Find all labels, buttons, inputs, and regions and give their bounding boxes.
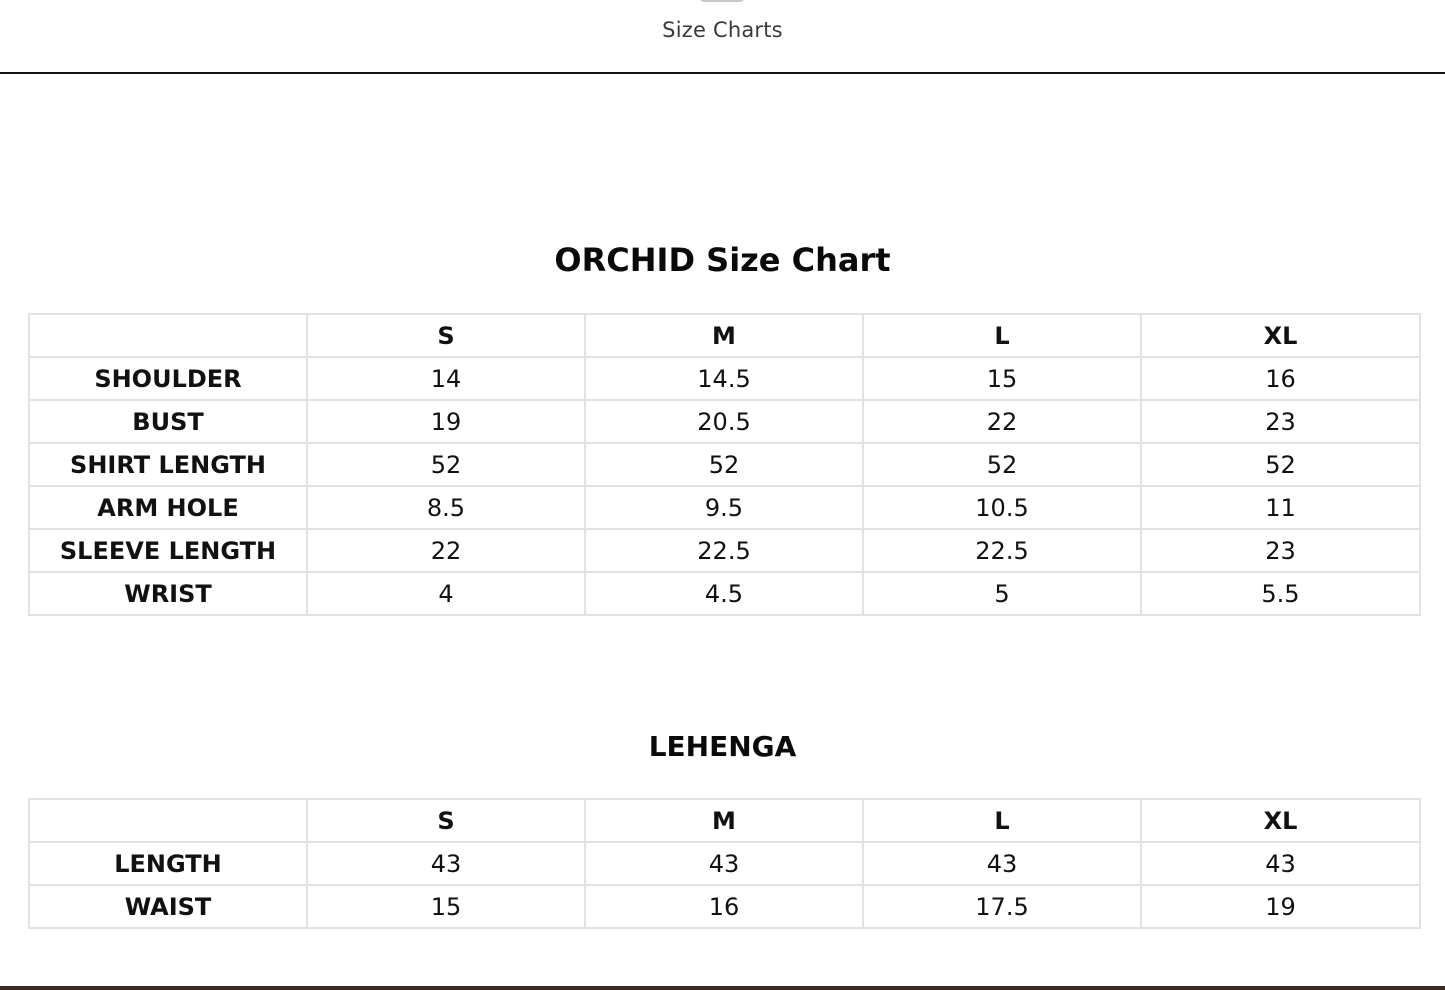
table-header-row xyxy=(29,799,1420,842)
column-header-l: L xyxy=(863,314,1141,357)
column-header-xl: XL xyxy=(1141,314,1420,357)
table-cell: 16 xyxy=(585,885,863,928)
column-header-l: L xyxy=(863,799,1141,842)
modal-title: Size Charts xyxy=(662,18,783,42)
column-header xyxy=(29,314,307,357)
row-label: WAIST xyxy=(29,885,307,928)
row-label: BUST xyxy=(29,400,307,443)
table-cell: 14 xyxy=(307,357,585,400)
table-cell: 52 xyxy=(1141,443,1420,486)
table-row xyxy=(29,572,1420,615)
modal-header xyxy=(0,0,1445,74)
column-header-s: S xyxy=(307,799,585,842)
table-row xyxy=(29,400,1420,443)
row-label: SHOULDER xyxy=(29,357,307,400)
table-cell: 20.5 xyxy=(585,400,863,443)
row-label: ARM HOLE xyxy=(29,486,307,529)
column-header-m: M xyxy=(585,799,863,842)
column-header-s: S xyxy=(307,314,585,357)
table-row xyxy=(29,443,1420,486)
table-cell: 15 xyxy=(307,885,585,928)
table-row xyxy=(29,885,1420,928)
table-cell: 19 xyxy=(1141,885,1420,928)
table-header-row xyxy=(29,314,1420,357)
table-cell: 4 xyxy=(307,572,585,615)
bottom-border xyxy=(0,986,1445,990)
table-cell: 14.5 xyxy=(585,357,863,400)
table-cell: 43 xyxy=(863,842,1141,885)
table-cell: 5.5 xyxy=(1141,572,1420,615)
table-cell: 5 xyxy=(863,572,1141,615)
table-cell: 22.5 xyxy=(585,529,863,572)
table-cell: 4.5 xyxy=(585,572,863,615)
table-cell: 52 xyxy=(585,443,863,486)
column-header-xl: XL xyxy=(1141,799,1420,842)
table-row xyxy=(29,842,1420,885)
table-row xyxy=(29,357,1420,400)
table-row xyxy=(29,486,1420,529)
table-cell: 43 xyxy=(307,842,585,885)
row-label: SLEEVE LENGTH xyxy=(29,529,307,572)
table-cell: 22 xyxy=(307,529,585,572)
table-cell: 52 xyxy=(863,443,1141,486)
table-row xyxy=(29,529,1420,572)
table-cell: 8.5 xyxy=(307,486,585,529)
column-header-m: M xyxy=(585,314,863,357)
orchid-chart-title: ORCHID Size Chart xyxy=(554,241,891,279)
table-cell: 19 xyxy=(307,400,585,443)
table-cell: 23 xyxy=(1141,529,1420,572)
row-label: WRIST xyxy=(29,572,307,615)
row-label: SHIRT LENGTH xyxy=(29,443,307,486)
table-cell: 9.5 xyxy=(585,486,863,529)
table-cell: 16 xyxy=(1141,357,1420,400)
table-cell: 10.5 xyxy=(863,486,1141,529)
table-cell: 22 xyxy=(863,400,1141,443)
lehenga-chart-title: LEHENGA xyxy=(648,730,797,763)
column-header xyxy=(29,799,307,842)
lehenga-size-table xyxy=(28,798,1421,929)
table-cell: 52 xyxy=(307,443,585,486)
table-cell: 23 xyxy=(1141,400,1420,443)
row-label: LENGTH xyxy=(29,842,307,885)
orchid-size-table xyxy=(28,313,1421,616)
table-cell: 22.5 xyxy=(863,529,1141,572)
table-cell: 43 xyxy=(585,842,863,885)
table-cell: 15 xyxy=(863,357,1141,400)
table-cell: 17.5 xyxy=(863,885,1141,928)
table-cell: 43 xyxy=(1141,842,1420,885)
table-cell: 11 xyxy=(1141,486,1420,529)
drag-handle[interactable] xyxy=(700,0,744,2)
